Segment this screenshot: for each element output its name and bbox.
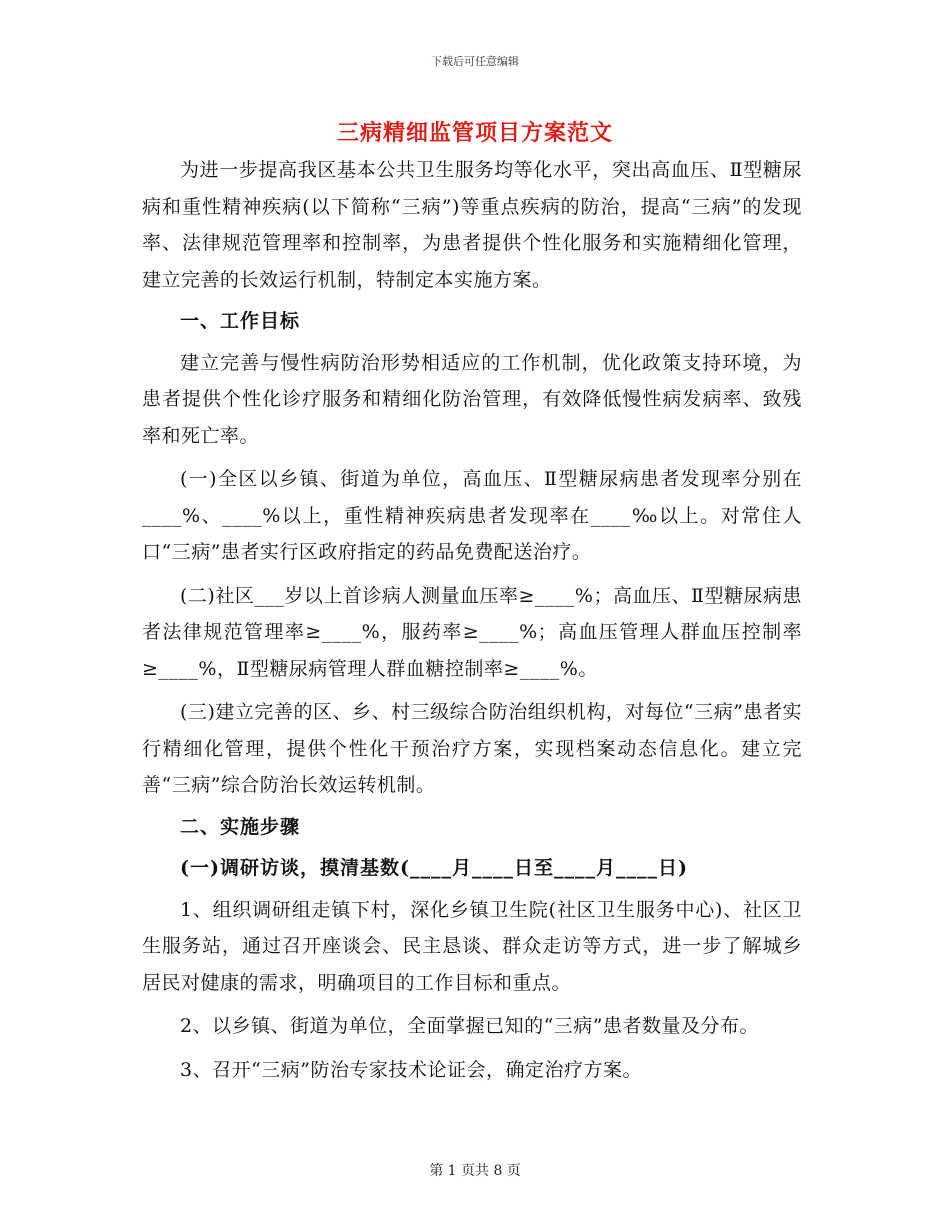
section-heading-steps: 二、实施步骤 — [180, 815, 301, 838]
goal-item-3: (三)建立完善的区、乡、村三级综合防治组织机构，对每位“三病”患者实行精细化管理，提供个性化干预治疗方案，实现档案动态信息化。建立完善“三病”综合防治长效运转机制。 — [142, 701, 802, 796]
step-item-1: 1、组织调研组走镇下村，深化乡镇卫生院(社区卫生服务中心)、社区卫生服务站，通过召开座谈会、民主恳谈、群众走访等方式，进一步了解城乡居民对健康的需求，明确项目的工作目标和重点。 — [142, 898, 802, 994]
page-footer: 第 1 页共 8 页 — [429, 1163, 521, 1179]
goal-item-1: (一)全区以乡镇、街道为单位，高血压、Ⅱ型糖尿病患者发现率分别在____%、____%以上，重性精神疾病患者发现率在____‰以上。对常住人口“三病”患者实行区政府指定的药品免费配送治疗。 — [142, 468, 802, 563]
document-title: 三病精细监管项目方案范文 — [336, 120, 613, 146]
step-subheading-1: (一)调研访谈，摸清基数(____月____日至____月____日) — [180, 857, 688, 879]
step-item-3: 3、召开“三病”防治专家技术论证会，确定治疗方案。 — [180, 1058, 643, 1081]
intro-paragraph: 为进一步提高我区基本公共卫生服务均等化水平，突出高血压、Ⅱ型糖尿病和重性精神疾病(以下简称“三病”)等重点疾病的防治，提高“三病”的发现率、法律规范管理率和控制率，为患者提供个性化服务和实施精细化管理，建立完善的长效运行机制，特制定本实施方案。 — [142, 159, 802, 291]
goal-paragraph: 建立完善与慢性病防治形势相适应的工作机制，优化政策支持环境，为患者提供个性化诊疗服务和精细化防治管理，有效降低慢性病发病率、致残率和死亡率。 — [142, 351, 802, 447]
header-note: 下载后可任意编辑 — [431, 55, 519, 68]
document-body — [142, 152, 802, 1088]
step-item-2: 2、以乡镇、街道为单位，全面掌握已知的“三病”患者数量及分布。 — [180, 1015, 760, 1037]
section-heading-goals: 一、工作目标 — [180, 310, 301, 332]
goal-item-2: (二)社区___岁以上首诊病人测量血压率≥____%；高血压、Ⅱ型糖尿病患者法律规范管理率≥____%，服药率≥____%；高血压管理人群血压控制率≥____%，Ⅱ型糖尿病管理人群血糖控制率≥____%。 — [142, 584, 802, 680]
